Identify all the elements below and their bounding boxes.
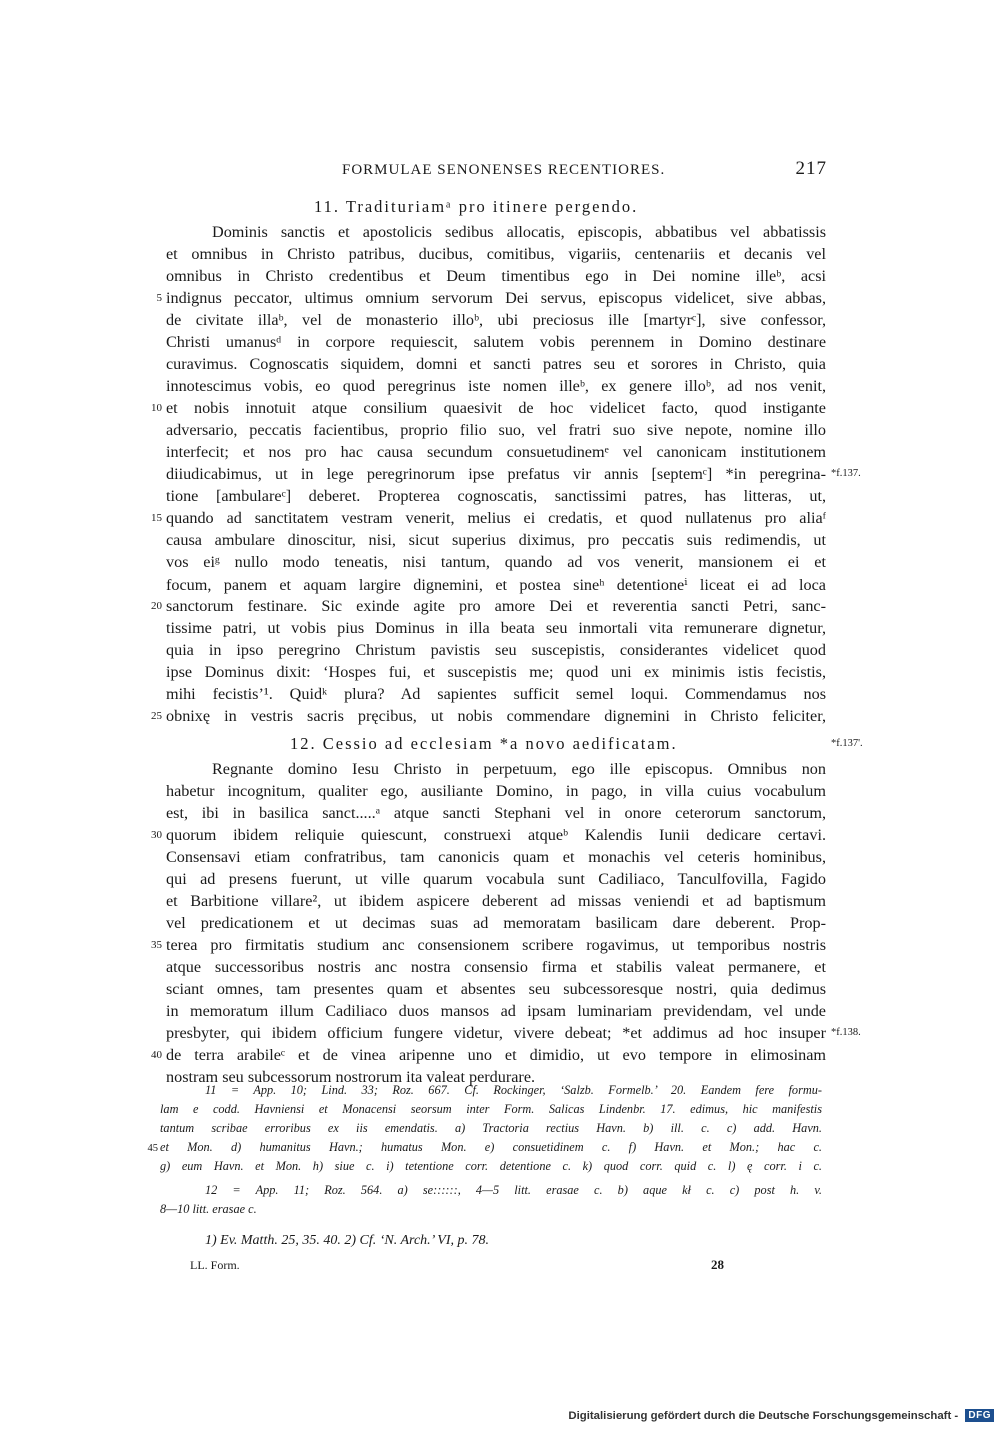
text-line: quorum ibidem reliquie quiescunt, construexi atqueᵇ Kalendis Iunii dedicare certavi.	[166, 826, 826, 844]
text-line: focum, panem et aquam largire dignemini, et postea sineʰ detentioneⁱ liceat ei ad loca	[166, 576, 826, 594]
folio-marker: *f.138.	[831, 1027, 861, 1038]
sheet-number: 28	[711, 1257, 724, 1272]
text-line: quando ad sanctitatem vestram venerit, melius ei credatis, et quod nullatenus pro aliaᶠ	[166, 509, 826, 527]
text-line: vos eiᵍ nullo modo teneatis, nisi tantum, quando ad vos venerit, mansionem ei et	[166, 553, 826, 571]
page-header	[342, 158, 827, 184]
line-number: 45	[147, 1143, 158, 1154]
text-line: et nobis innotuit atque consilium quaesivit de hoc videlicet facto, quod instigante	[166, 399, 826, 417]
text-line: de terra arabileᶜ et de vinea aripenne uno et dimidio, ut evo tempore in elimosinam	[166, 1046, 826, 1064]
text-line: habetur incognitum, qualiter ego, ausiliante Domino, in pago, in villa cuius vocabulum	[166, 782, 826, 800]
text-line: terea pro firmitatis studium anc consensionem scribere rogavimus, ut temporibus nostris	[166, 936, 826, 954]
text-line: indignus peccator, ultimus omnium servorum Dei servus, episcopus videlicet, sive abbas,	[166, 289, 826, 307]
apparatus-line: lam e codd. Havniensi et Monacensi seorsum inter Form. Salicas Lindenbr. 17. edimus, hic manifestis	[160, 1102, 822, 1116]
line-number: 25	[151, 710, 162, 722]
funding-credit: Digitalisierung gefördert durch die Deutsche Forschungsgemeinschaft -	[568, 1409, 959, 1422]
text-line: vel predicationem et ut decimas suas ad memoratam basilicam dare deberent. Prop-	[166, 914, 826, 932]
text-line: curavimus. Cognoscatis siquidem, domni et sancti patres seu et sorores in Christo, quia	[166, 355, 826, 373]
text-line: Christi umanusᵈ in corpore requiescit, salutem vobis perennem in Domino destinare	[166, 333, 826, 351]
line-number: 5	[156, 292, 162, 304]
footer-banner	[568, 1409, 994, 1427]
text-line: mihi fecistis’¹. Quidᵏ plura? Ad sapientes sufficit semel loqui. Commendamus nos	[166, 685, 826, 703]
line-number: 40	[151, 1049, 162, 1061]
text-line: atque successoribus nostris anc nostra consensio firma et stabilis valeat permanere, et	[166, 958, 826, 976]
apparatus-line: tantum scribae erroribus ex iis emendatis. a) Tractoria rectius Havn. b) ill. c. c) add. Havn.	[160, 1121, 822, 1135]
apparatus-line: g) eum Havn. et Mon. h) siue c. i) tetentione corr. detentione c. k) quod corr. quid c. l) ę corr. i c.	[160, 1159, 822, 1173]
apparatus-line: 8—10 litt. erasae c.	[160, 1202, 257, 1216]
dfg-logo[interactable]: DFG	[965, 1409, 994, 1422]
line-number: 15	[151, 512, 162, 524]
line-number: 30	[151, 829, 162, 841]
line-number: 35	[151, 939, 162, 951]
line-number: 10	[151, 402, 162, 414]
text-line: obnixę in vestris sacris pręcibus, ut nobis commendare dignemini in Christo feliciter,	[166, 707, 826, 725]
text-line: omnibus in Christo credentibus et Deum timentibus ego in Dei nomine illeᵇ, acsi	[166, 267, 826, 285]
text-line: sanctorum festinare. Sic exinde agite pro amore Dei et reverentia sancti Petri, sanc-	[166, 597, 826, 615]
section-heading-11: 11. Tradituriamᵃ pro itinere pergendo.	[314, 197, 639, 216]
line-number: 20	[151, 600, 162, 612]
apparatus-line: et Mon. d) humanitus Havn.; humatus Mon. e) consuetidinem c. f) Havn. et Mon.; hac c.	[160, 1140, 822, 1154]
text-line: Dominis sanctis et apostolicis sedibus allocatis, episcopis, abbatibus vel abbatissis	[212, 223, 826, 241]
folio-marker: *f.137.	[831, 468, 861, 479]
text-line: est, ibi in basilica sanct.....ᵃ atque sancti Stephani vel in onore ceterorum sanctorum,	[166, 804, 826, 822]
text-line: tissime patri, ut vobis pius Dominus in illa beata seu inmortali vita remunerare dignetur,	[166, 619, 826, 637]
text-line: et omnibus in Christo patribus, ducibus, comitibus, vigariis, centenariis et decanis vel	[166, 245, 826, 263]
page-number: 217	[795, 158, 827, 179]
collection-mark: LL. Form.	[190, 1258, 240, 1272]
text-line: adversario, peccatis facientibus, proprio filio suo, vel fratri suo sive nepote, nomine illo	[166, 421, 826, 439]
section-heading-12: 12. Cessio ad ecclesiam *a novo aedificatam.	[290, 734, 678, 753]
text-line: quia in ipso peregrino Christum pavistis seu suscepistis, considerantes videlicet quod	[166, 641, 826, 659]
text-line: de civitate illaᵇ, vel de monasterio illoᵇ, ubi preciosus ille [martyrᶜ], sive confessor,	[166, 311, 826, 329]
text-line: nostram seu subcessorum nostrorum ita valeat perdurare.	[166, 1068, 536, 1086]
text-line: in memoratum illum Cadiliaco duos mansos ad ipsam luminariam previdendam, vel unde	[166, 1002, 826, 1020]
text-line: sciant omnes, tam presentes quam et absentes seu subcessoresque nostri, quia dedimus	[166, 980, 826, 998]
text-line: presbyter, qui ibidem officium fungere videtur, vivere debeat; *et addimus ad hoc insuper	[166, 1024, 826, 1042]
text-line: qui ad presens fuerunt, ut ville quarum vocabula sunt Cadiliaco, Tanculfovilla, Fagido	[166, 870, 826, 888]
text-line: innotescimus vobis, eo quod peregrinus iste nomen illeᵇ, ex genere illoᵇ, ad nos venit,	[166, 377, 826, 395]
text-line: interfecit; et nos pro hac causa secundum consuetudinemᵉ vel canonicam institutionem	[166, 443, 826, 461]
running-title: FORMULAE SENONENSES RECENTIORES.	[342, 162, 666, 178]
apparatus-line: 12 = App. 11; Roz. 564. a) se::::::, 4—5 litt. erasae c. b) aque kł c. c) post h. v.	[205, 1183, 822, 1197]
folio-marker: *f.137'.	[831, 738, 863, 749]
text-line: tione [ambulareᶜ] deberet. Propterea cognoscatis, sanctissimi patres, has litteras, ut,	[166, 487, 826, 505]
text-line: ipse Dominus dixit: ‘Hospes fui, et suscepistis me; quod uni ex minimis istis fecistis,	[166, 663, 826, 681]
footnote-references: 1) Ev. Matth. 25, 35. 40. 2) Cf. ‘N. Arch.’ VI, p. 78.	[205, 1233, 489, 1248]
text-line: Regnante domino Iesu Christo in perpetuum, ego ille episcopus. Omnibus non	[212, 760, 826, 778]
text-line: et Barbitione villare², ut ibidem aspicere deberent ad missas veniendi et ad baptismum	[166, 892, 826, 910]
text-line: diiudicabimus, ut in lege peregrinorum ipse prefatus vir annis [septemᶜ] *in peregrina-	[166, 465, 826, 483]
apparatus-line: 11 = App. 10; Lind. 33; Roz. 667. Cf. Rockinger, ‘Salzb. Formelb.’ 20. Eandem fere formu-	[205, 1083, 822, 1097]
text-line: Consensavi etiam confratribus, tam canonicis quam et monachis vel ceteris hominibus,	[166, 848, 826, 866]
text-line: causa ambulare dinoscitur, nisi, sicut superius diximus, pro peccatis suis redimendis, ut	[166, 531, 826, 549]
